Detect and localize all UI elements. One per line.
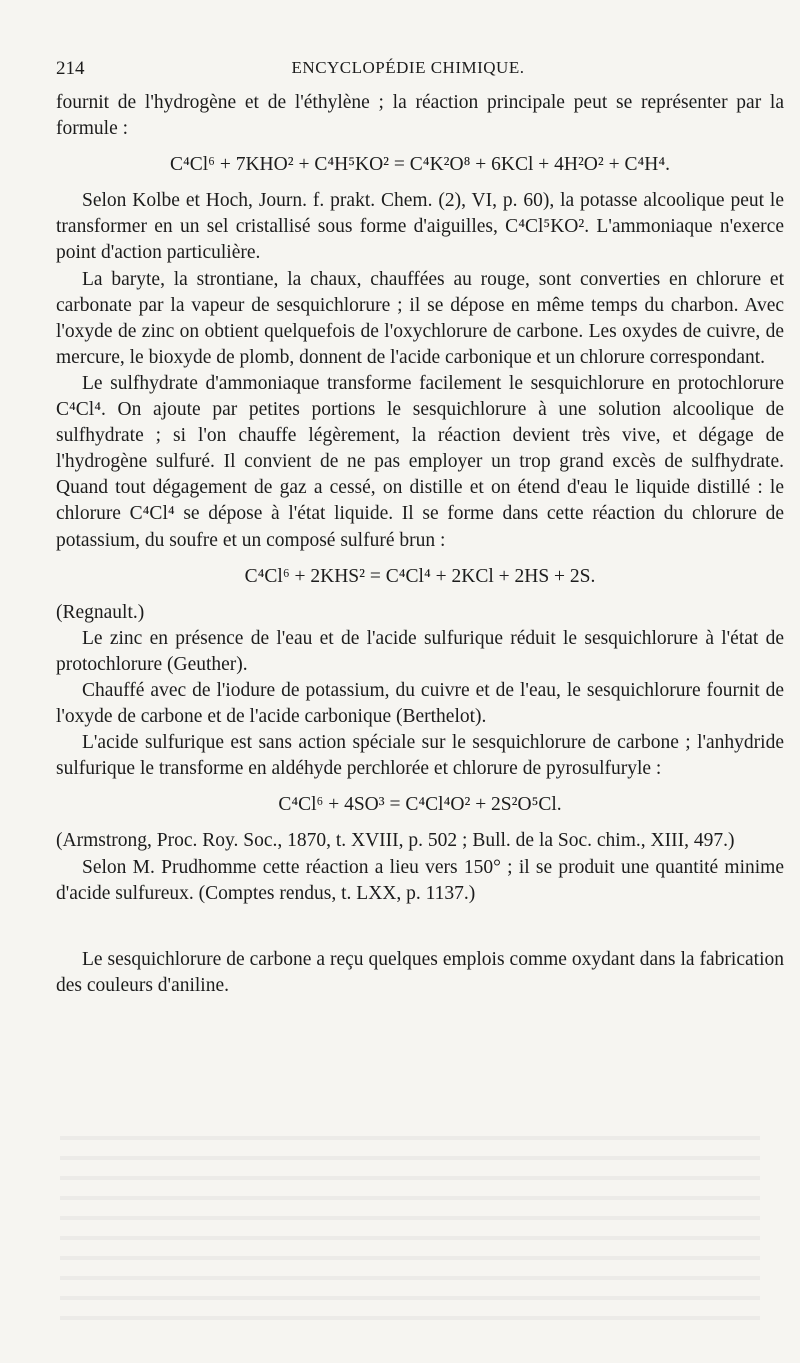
formula: C⁴Cl⁶ + 2KHS² = C⁴Cl⁴ + 2KCl + 2HS + 2S. (244, 565, 596, 587)
paragraph: Le sesquichlorure de carbone a reçu quelques emplois comme oxydant dans la fabrication des couleurs d'aniline. (56, 948, 784, 996)
paragraph: L'acide sulfurique est sans action spéciale sur le sesquichlorure de carbone ; l'anhydride sulfurique le transforme en aldéhyde perchlorée et chlorure de pyrosulfuryle : (56, 732, 784, 780)
page-number: 214 (56, 58, 85, 79)
paragraph: Le sulfhydrate d'ammoniaque transforme facilement le sesquichlorure en protochlorure C⁴Cl⁴. On ajoute par petites portions le sesquichlorure à une solution alcoolique de sulfhydrate ; si l'on chauffe légèrement, la réaction devient très vive, et dégage de l'hydrogène sulfuré. Il convient de ne pas employer un trop grand excès de sulfhydrate. Quand tout dégagement de gaz a cessé, on distille et on étend d'eau le liquide distillé : le chlorure C⁴Cl⁴ se dépose à l'état liquide. Il se forme dans cette réaction du chlorure de potassium, du soufre et un composé sulfuré brun : (56, 372, 784, 551)
page-header (56, 58, 760, 88)
paragraph: Selon M. Prudhomme cette réaction a lieu vers 150° ; il se produit une quantité minime d'acide sulfureux. (Comptes rendus, t. LXX, p. 1137.) (56, 856, 784, 904)
citation: (Armstrong, Proc. Roy. Soc., 1870, t. XVIII, p. 502 ; Bull. de la Soc. chim., XIII, 497.) (56, 830, 735, 852)
paragraph: La baryte, la strontiane, la chaux, chauffées au rouge, sont converties en chlorure et carbonate par la vapeur de sesquichlorure ; il se dépose en même temps du charbon. Avec l'oxyde de zinc on obtient quelquefois de l'oxychlorure de carbone. Les oxydes de cuivre, de mercure, le bioxyde de plomb, donnent de l'acide carbonique et un chlorure correspondant. (56, 268, 784, 368)
paragraph: Selon Kolbe et Hoch, Journ. f. prakt. Chem. (2), VI, p. 60), la potasse alcoolique peut le transformer en un sel cristallisé sous forme d'aiguilles, C⁴Cl⁵KO². L'ammoniaque n'exerce point d'action particulière. (56, 190, 784, 264)
paragraph: Chauffé avec de l'iodure de potassium, du cuivre et de l'eau, le sesquichlorure fournit de l'oxyde de carbone et de l'acide carbonique (Berthelot). (56, 679, 784, 728)
formula: C⁴Cl⁶ + 4SO³ = C⁴Cl⁴O² + 2S²O⁵Cl. (278, 794, 562, 816)
page-body (56, 90, 784, 999)
formula: C⁴Cl⁶ + 7KHO² + C⁴H⁵KO² = C⁴K²O⁸ + 6KCl + 4H²O² + C⁴H⁴. (169, 154, 671, 176)
paragraph: fournit de l'hydrogène et de l'éthylène ; la réaction principale peut se représenter par la formule : (56, 92, 784, 140)
running-title: ENCYCLOPÉDIE CHIMIQUE. (291, 58, 525, 77)
citation: (Regnault.) (56, 601, 145, 623)
paragraph: Le zinc en présence de l'eau et de l'acide sulfurique réduit le sesquichlorure à l'état de protochlorure (Geuther). (56, 627, 784, 675)
show-through-text (60, 1120, 760, 1320)
